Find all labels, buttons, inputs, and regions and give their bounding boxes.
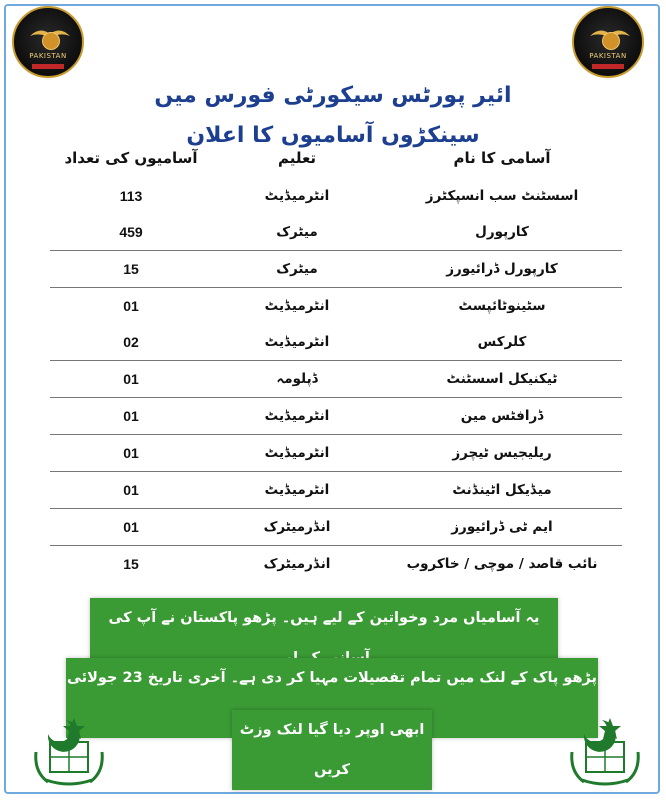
cell-education: انٹرمیڈیٹ <box>264 482 330 498</box>
cell-post: اسسٹنٹ سب انسپکٹرز <box>425 188 579 204</box>
cell-education: انٹرمیڈیٹ <box>264 188 330 204</box>
notice-banner-2: پڑھو پاک کے لنک میں تمام تفصیلات مہیا کر دی ہے۔ آخری تاریخ 23 جولائی <box>66 658 598 738</box>
cell-count: 01 <box>123 408 139 424</box>
page-title: ائیر پورٹس سیکورٹی فورس میں سینکڑوں آسامیوں کا اعلان <box>154 83 512 148</box>
table-row <box>50 324 622 360</box>
cell-education: انٹرمیڈیٹ <box>264 408 330 424</box>
notice-banner-1: یہ آسامیاں مرد وخواتین کے لیے ہیں۔ پڑھو پاکستان نے آپ کی <box>90 598 558 678</box>
header-count: آسامیوں کی تعداد <box>64 149 198 167</box>
emblem-text: PAKISTAN <box>29 52 67 60</box>
cell-post: ٹیکنیکل اسسٹنٹ <box>446 371 558 387</box>
cell-post: میڈیکل اٹینڈنٹ <box>452 482 552 498</box>
cell-education: انٹرمیڈیٹ <box>264 445 330 461</box>
cell-count: 01 <box>123 371 139 387</box>
cell-education: انٹرمیڈیٹ <box>264 334 330 350</box>
table-row <box>50 251 622 287</box>
cell-count: 01 <box>123 445 139 461</box>
cell-count: 01 <box>123 298 139 314</box>
vacancies-table <box>50 138 622 582</box>
cell-count: 01 <box>123 482 139 498</box>
emblem-ball-icon <box>42 32 60 50</box>
cell-count: 01 <box>123 519 139 535</box>
cell-count: 113 <box>119 188 143 204</box>
cell-count: 02 <box>123 334 139 350</box>
cell-education: ڈپلومہ <box>276 371 318 387</box>
table-row <box>50 398 622 434</box>
table-row <box>50 435 622 471</box>
cell-post: ایم ٹی ڈرائیورز <box>451 519 553 535</box>
government-crest-left-icon <box>30 712 108 788</box>
cell-count: 15 <box>123 556 139 572</box>
cell-count: 15 <box>123 261 139 277</box>
header-post: آسامی کا نام <box>453 149 551 167</box>
cell-education: میٹرک <box>276 261 318 277</box>
cell-education: انٹرمیڈیٹ <box>264 298 330 314</box>
cell-count: 459 <box>119 224 143 240</box>
header-education: تعلیم <box>277 149 317 167</box>
cell-post: سٹینوٹائپسٹ <box>458 298 546 314</box>
cell-education: انڈرمیٹرک <box>263 519 331 535</box>
table-row <box>50 546 622 582</box>
emblem-ball-icon <box>602 32 620 50</box>
table-row <box>50 214 622 250</box>
cell-post: ریلیجیس ٹیچرز <box>452 445 552 461</box>
table-row <box>50 509 622 545</box>
table-row <box>50 178 622 214</box>
table-row <box>50 472 622 508</box>
government-crest-right-icon <box>566 712 644 788</box>
emblem-bar <box>592 64 624 69</box>
cell-post: نائب قاصد / موچی / خاکروب <box>406 556 598 572</box>
cell-post: کارپورل <box>475 224 529 240</box>
cell-education: میٹرک <box>276 224 318 240</box>
emblem-bar <box>32 64 64 69</box>
table-row <box>50 288 622 324</box>
asf-emblem-right <box>572 6 644 78</box>
cell-post: کلرکس <box>477 334 527 350</box>
table-row <box>50 361 622 397</box>
table-header <box>50 138 622 178</box>
cell-education: انڈرمیٹرک <box>263 556 331 572</box>
asf-emblem-left <box>12 6 84 78</box>
emblem-text: PAKISTAN <box>589 52 627 60</box>
cell-post: ڈرافٹس مین <box>460 408 544 424</box>
notice-banner-3: ابھی اوپر دیا گیا لنک وزٹ کریں <box>232 710 432 790</box>
cell-post: کارپورل ڈرائیورز <box>446 261 558 277</box>
